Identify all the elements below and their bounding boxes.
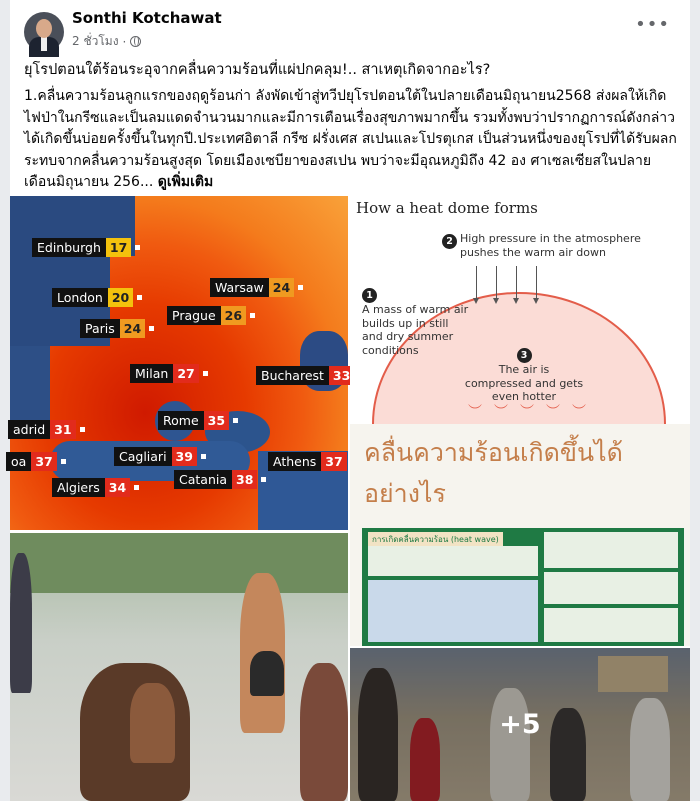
city-lisboa: oa 37 <box>6 452 66 471</box>
text-box-4 <box>544 608 678 642</box>
separator-dot: · <box>122 34 127 49</box>
baby-figure <box>130 683 175 763</box>
city-algiers: Algiers 34 <box>52 478 139 497</box>
author-avatar[interactable] <box>24 12 64 52</box>
step-2-number: 2 <box>442 234 457 249</box>
boy-shorts <box>250 651 284 696</box>
see-more-link[interactable]: ดูเพิ่มเติม <box>157 174 214 191</box>
ellipsis-icon[interactable]: ••• <box>635 14 670 35</box>
city-edinburgh: Edinburgh 17 <box>32 238 140 257</box>
city-athens: Athens 37 <box>268 452 347 471</box>
post-meta <box>72 32 141 51</box>
thai-heading: คลื่นความร้อนเกิดขึ้นได้อย่างไร <box>364 438 623 508</box>
fountain-photo[interactable] <box>10 533 348 801</box>
city-rome: Rome 35 <box>158 411 238 430</box>
text-box-1 <box>368 546 538 576</box>
globe-icon[interactable] <box>130 36 141 47</box>
city-milan: Milan 27 <box>130 364 208 383</box>
step-3-text: The air is compressed and gets even hotter <box>464 363 584 404</box>
more-photos-count[interactable]: +5 <box>350 648 690 801</box>
heat-dome-infographic[interactable] <box>350 196 690 422</box>
step-3 <box>464 348 584 404</box>
city-paris: Paris 24 <box>80 319 154 338</box>
step-3-number: 3 <box>517 348 532 363</box>
bay-sea <box>10 346 50 426</box>
text-box-2 <box>544 532 678 568</box>
step-2 <box>446 232 660 259</box>
city-bucharest: Bucharest 33 <box>256 366 354 385</box>
city-london: London 20 <box>52 288 142 307</box>
left-person <box>10 553 32 693</box>
city-madrid: adrid 31 <box>8 420 85 439</box>
heat-wave-marks: ︶︶︶︶︶ <box>468 404 598 420</box>
step-1 <box>362 288 472 357</box>
avatar-face <box>36 19 52 38</box>
pressure-arrows <box>476 266 537 302</box>
step-2-text: High pressure in the atmosphere pushes the warm air down <box>460 232 641 259</box>
city-catania: Catania 38 <box>174 470 266 489</box>
city-warsaw: Warsaw 24 <box>210 278 303 297</box>
acropolis-photo[interactable] <box>350 648 690 801</box>
heat-map-photo[interactable] <box>10 196 351 530</box>
city-cagliari: Cagliari 39 <box>114 447 206 466</box>
step-1-number: 1 <box>362 288 377 303</box>
city-prague: Prague 26 <box>167 306 255 325</box>
post-body <box>24 86 681 194</box>
trees-bg <box>10 533 348 593</box>
heatwave-box-title: การเกิดคลื่นความร้อน (heat wave) <box>368 532 503 547</box>
author-name[interactable]: Sonthi Kotchawat <box>72 9 222 27</box>
photo-grid <box>10 196 690 801</box>
heatwave-diagram <box>362 528 684 646</box>
step-1-text: A mass of warm air builds up in still and dry summer conditions <box>362 303 469 357</box>
avatar-shirt <box>41 37 47 51</box>
post-card <box>10 0 690 801</box>
diagram-box <box>368 580 538 642</box>
post-body-text: 1.คลื่นความร้อนลูกแรกของฤดูร้อนก่า ลังพัดเข้าสู่ทวีปยุโรปตอนใต้ในปลายเดือนมิถุนายน2568 ส่งผลให้เกิดไฟป่าในกรีซและเป็นลมแดดจำนวนมากและมีการเตือนเรื่องสุขภาพมากขึ้น รวมทั้งพบว่าปรากฏการณ์ดังกล่าวได้เกิดขึ้นบ่อยครั้งขึ้นในทุกปี.ประเทศอิตาลี กรีซ ฝรั่งเศส สเปนและโปรตุเกส เป็นส่วนหนึ่งของยุโรปที่ได้รับผลกระทบจากคลื่นความร้อนสูงสุด โดยเมืองเซบียาของสเปน พบว่าจะมีอุณหภูมิถึง 42 อง ศาเซลเซียสในปลายเดือนมิถุนายน 256... <box>24 88 677 191</box>
thai-heatwave-infographic[interactable] <box>350 424 690 646</box>
woman-figure <box>300 663 348 801</box>
post-title: ยุโรปตอนใต้ร้อนระอุจากคลื่นความร้อนที่แผ่ปกคลุม!.. สาเหตุเกิดจากอะไร? <box>24 62 491 78</box>
infographic-title: How a heat dome forms <box>356 199 538 217</box>
post-time[interactable]: 2 ชั่วโมง <box>72 34 119 48</box>
text-box-3 <box>544 572 678 604</box>
